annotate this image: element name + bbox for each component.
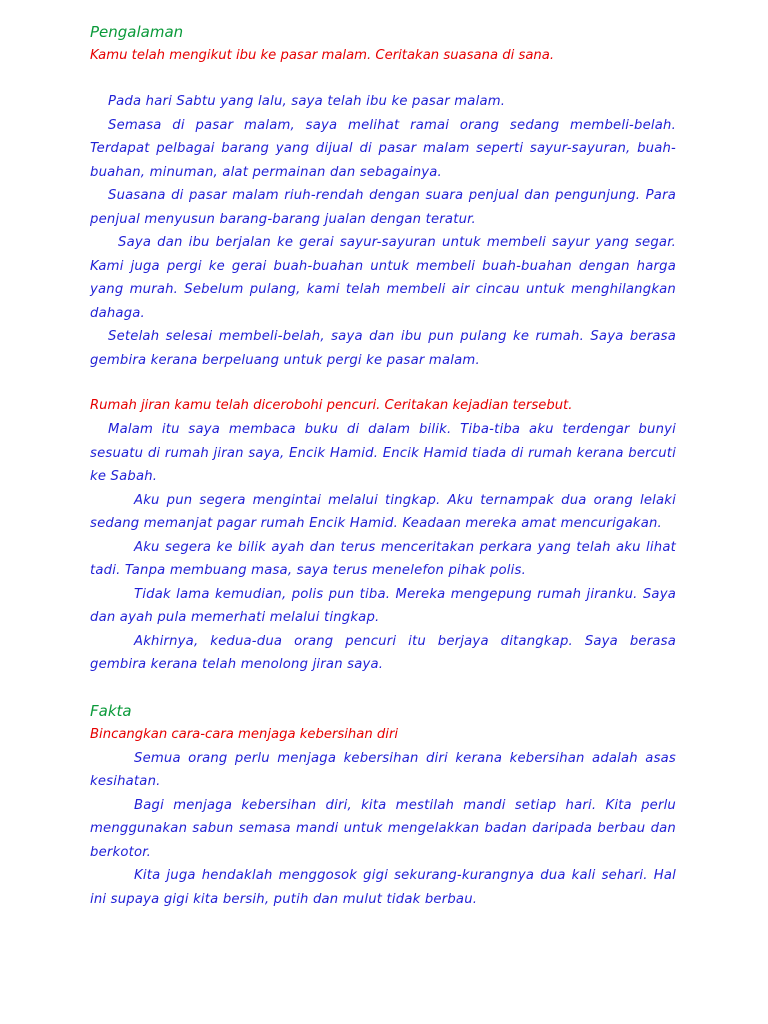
essay-paragraph: Aku pun segera mengintai melalui tingkap. Aku ternampak dua orang lelaki sedang memanjat pagar rumah Encik Hamid. Keadaan mereka amat mencurigakan. (90, 492, 676, 531)
essay-paragraph: Aku segera ke bilik ayah dan terus menceritakan perkara yang telah aku lihat tadi. Tanpa membuang masa, saya terus menelefon pihak polis. (90, 539, 676, 578)
essay-paragraph: Setelah selesai membeli-belah, saya dan ibu pun pulang ke rumah. Saya berasa gembira kerana berpeluang untuk pergi ke pasar malam. (90, 329, 676, 368)
spacer (90, 68, 676, 90)
prompt-text: Kamu telah mengikut ibu ke pasar malam (90, 48, 368, 63)
prompt-text: Rumah jiran kamu telah dicerobohi pencuri (90, 398, 377, 413)
spacer (90, 372, 676, 394)
essay-prompt-pasar-malam (90, 44, 676, 68)
essay-paragraph: Tidak lama kemudian, polis pun tiba. Mereka mengepung rumah jiranku. Saya dan ayah pula memerhati melalui tingkap. (90, 586, 676, 625)
essay-paragraph: Semua orang perlu menjaga kebersihan diri kerana kebersihan adalah asas kesihatan. (90, 750, 676, 789)
essay-paragraph: Saya dan ibu berjalan ke gerai sayur-sayuran untuk membeli sayur yang segar. Kami juga pergi ke gerai buah-buahan untuk membeli buah-buahan dengan harga yang murah. Sebelum pulang, kami telah membeli air cincau untuk menghilangkan dahaga. (90, 235, 676, 321)
essay-paragraph: Pada hari Sabtu yang lalu, saya telah ibu ke pasar malam. (108, 94, 506, 109)
section-heading-fakta: Fakta (90, 701, 132, 720)
essay-paragraph: Akhirnya, kedua-dua orang pencuri itu berjaya ditangkap. Saya berasa gembira kerana telah menolong jiran saya. (90, 633, 676, 672)
essay-prompt-pencuri (90, 394, 676, 418)
essay-paragraph: Kita juga hendaklah menggosok gigi sekurang-kurangnya dua kali sehari. Hal ini supaya gigi kita bersih, putih dan mulut tidak berbau. (90, 868, 676, 907)
section-heading-pengalaman: Pengalaman (90, 23, 184, 41)
essay-prompt-kebersihan: Bincangkan cara-cara menjaga kebersihan diri (90, 726, 399, 742)
document-page (90, 20, 676, 911)
prompt-text: . Ceritakan suasana di sana (367, 48, 550, 63)
essay-paragraph: Semasa di pasar malam, saya melihat ramai orang sedang membeli-belah. Terdapat pelbagai barang yang dijual di pasar malam seperti sayur-sayuran, buah-buahan, minuman, alat permainan dan sebagainya. (90, 117, 676, 180)
essay-paragraph: Suasana di pasar malam riuh-rendah dengan suara penjual dan pengunjung. Para penjual menyusun barang-barang jualan dengan teratur. (90, 188, 676, 227)
prompt-text: . Ceritakan kejadian tersebut (376, 398, 569, 413)
prompt-text: . (568, 398, 573, 413)
essay-paragraph: Bagi menjaga kebersihan diri, kita mestilah mandi setiap hari. Kita perlu menggunakan sabun semasa mandi untuk mengelakkan badan daripada berbau dan berkotor. (90, 797, 676, 860)
spacer (90, 677, 676, 699)
essay-paragraph: Malam itu saya membaca buku di dalam bilik. Tiba-tiba aku terdengar bunyi sesuatu di rumah jiran saya, Encik Hamid. Encik Hamid tiada di rumah kerana bercuti ke Sabah. (90, 422, 676, 484)
prompt-text: . (549, 48, 555, 63)
